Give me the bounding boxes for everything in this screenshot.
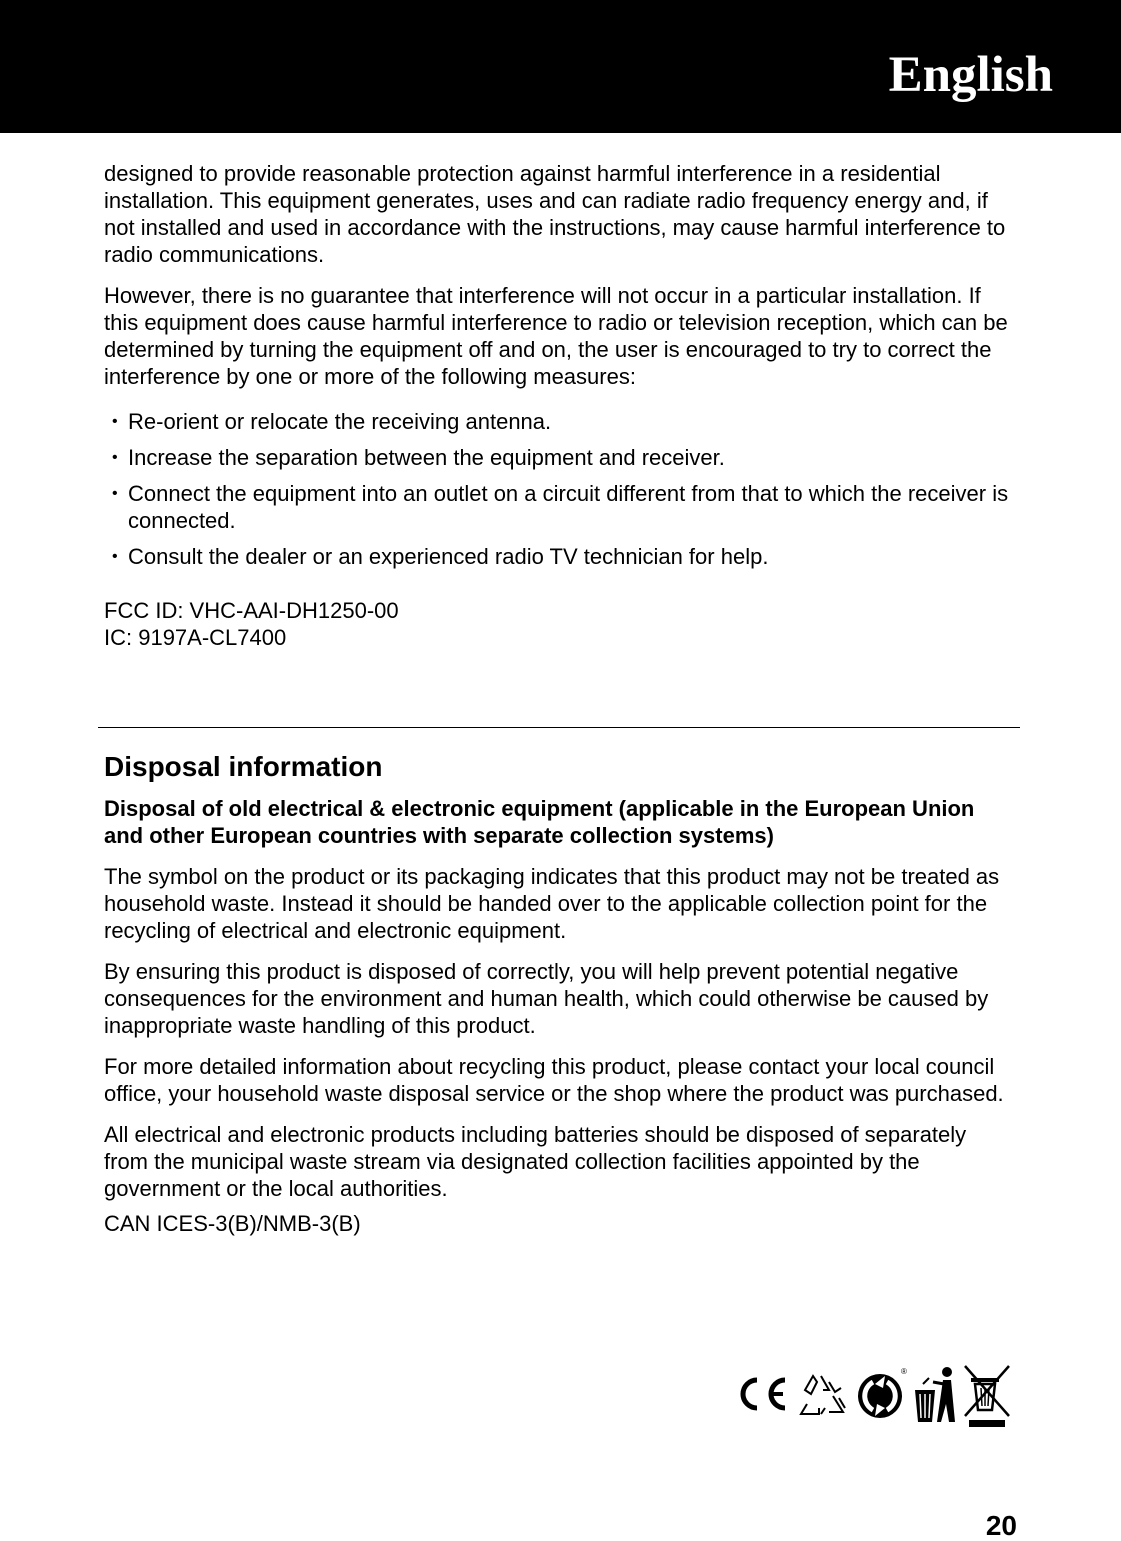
disposal-section	[104, 750, 1014, 1237]
fcc-section	[104, 160, 1014, 651]
disposal-heading: Disposal information	[104, 751, 383, 782]
language-title: English	[888, 47, 1053, 103]
paragraph: designed to provide reasonable protection against harmful interference in a residential installation. This equipment generates, uses and can radiate radio frequency energy and, if not installed and used in accordance with the instructions, may cause harmful interference to radio communications.	[104, 161, 1006, 267]
ce-mark-icon	[743, 1380, 785, 1408]
list-item: • Increase the separation between the equipment and receiver.	[104, 444, 1014, 471]
paragraph: However, there is no guarantee that interference will not occur in a particular installation. If this equipment does cause harmful interference to radio or television reception, which can be determined by turning the equipment off and on, the user is encouraged to try to correct the interference by one or more of the following measures:	[104, 283, 1008, 389]
list-item: • Connect the equipment into an outlet on a circuit different from that to which the receiver is connected.	[104, 480, 1014, 534]
section-divider	[98, 727, 1020, 728]
certification-ids	[104, 597, 1014, 651]
paragraph: The symbol on the product or its packaging indicates that this product may not be treated as household waste. Instead it should be handed over to the applicable collection point for the recycling of electrical and electronic equipment.	[104, 864, 1000, 943]
paragraph: All electrical and electronic products including batteries should be disposed of separately from the municipal waste stream via designated collection facilities appointed by the government or the local authorities.	[104, 1122, 967, 1201]
ic-id: IC: 9197A-CL7400	[104, 625, 287, 650]
disposal-subheading: Disposal of old electrical & electronic equipment (applicable in the European Union and other European countries with separate collection systems)	[104, 796, 975, 848]
list-item: • Re-orient or relocate the receiving antenna.	[104, 408, 1014, 435]
green-dot-icon	[858, 1367, 907, 1418]
tidyman-icon	[915, 1367, 955, 1422]
list-item: • Consult the dealer or an experienced radio TV technician for help.	[104, 543, 1014, 570]
compliance-symbols	[725, 1360, 1017, 1428]
paragraph: For more detailed information about recycling this product, please contact your local council office, your household waste disposal service or the shop where the product was purchased.	[104, 1054, 1004, 1106]
can-ices-label: CAN ICES-3(B)/NMB-3(B)	[104, 1211, 361, 1236]
measures-list	[104, 408, 1014, 570]
paragraph: By ensuring this product is disposed of correctly, you will help prevent potential negative consequences for the environment and human health, which could otherwise be caused by inappropriate waste handling of this product.	[104, 959, 989, 1038]
page-header-bar	[0, 0, 1121, 133]
page-number: 20	[985, 1510, 1017, 1541]
weee-crossed-bin-icon	[965, 1366, 1009, 1427]
recycle-icon	[801, 1376, 845, 1414]
registered-mark: ®	[901, 1367, 907, 1376]
fcc-id: FCC ID: VHC-AAI-DH1250-00	[104, 598, 399, 623]
